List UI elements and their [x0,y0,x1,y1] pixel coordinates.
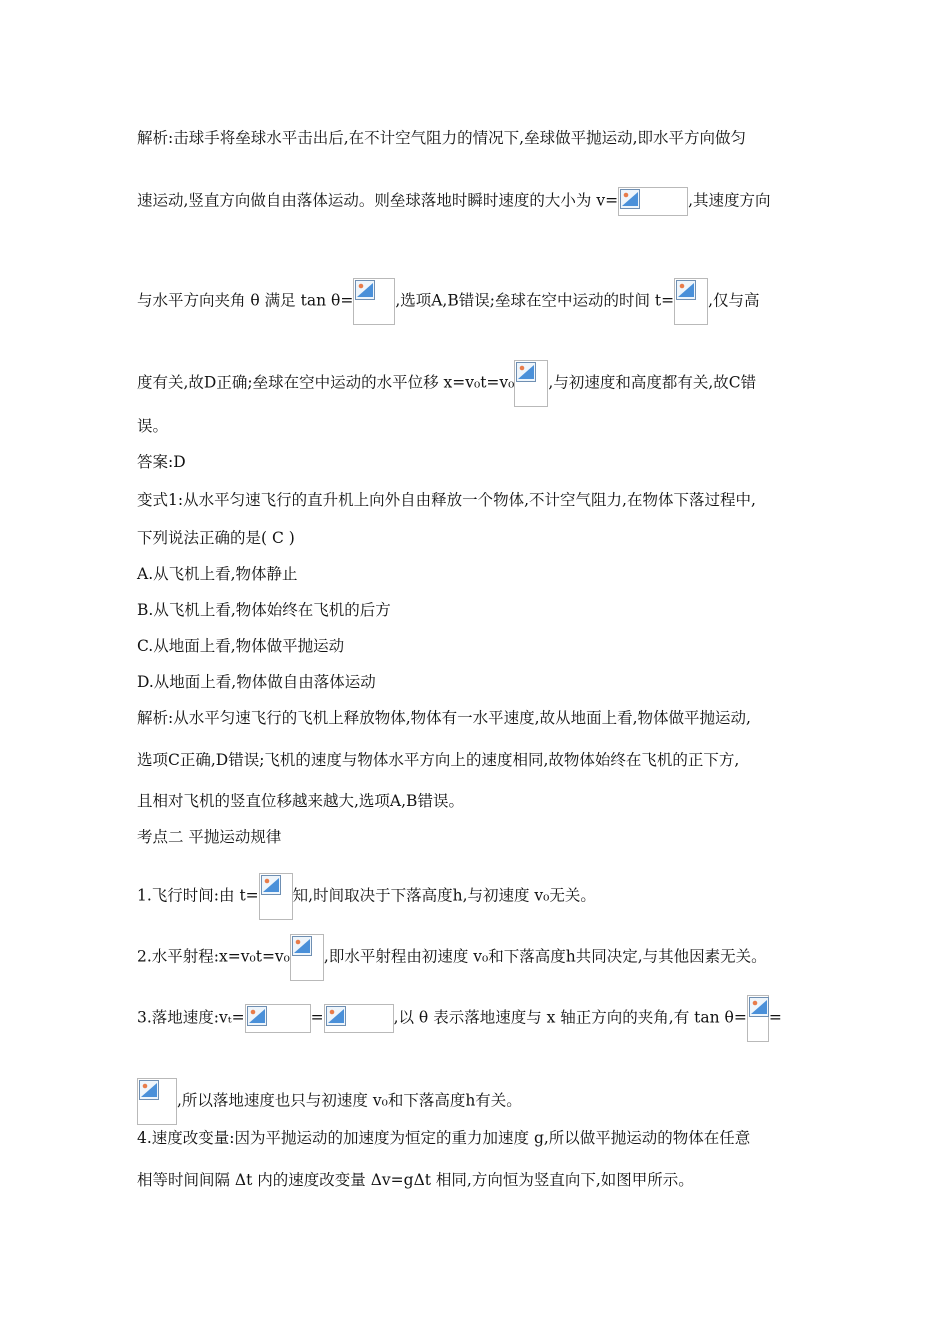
variant-analysis-line-3: 且相对飞机的竖直位移越来越大,选项A,B错误。 [137,792,464,810]
formula-image [324,1004,394,1033]
text: 1.飞行时间:由 t= [137,886,259,905]
text: 2.水平射程:x=v₀t=v₀ [137,947,290,966]
text: ,所以落地速度也只与初速度 v₀和下落高度h有关。 [177,1091,522,1110]
text: = [768,1008,782,1027]
option-b: B.从飞机上看,物体始终在飞机的后方 [137,601,391,619]
variant-analysis-line-1: 解析:从水平匀速飞行的飞机上释放物体,物体有一水平速度,故从地面上看,物体做平抛运动, [137,709,751,727]
analysis-line-5: 误。 [137,417,169,435]
rule-velocity-change-line-1: 4.速度改变量:因为平抛运动的加速度为恒定的重力加速度 g,所以做平抛运动的物体在任意 [137,1129,751,1147]
rule-landing-velocity-cont [137,1078,522,1125]
rule-flight-time [137,873,596,920]
analysis-line-4 [137,360,756,407]
text: 度有关,故D正确;垒球在空中运动的水平位移 x=v₀t=v₀ [137,373,515,392]
option-d: D.从地面上看,物体做自由落体运动 [137,673,376,691]
broken-image-icon [292,936,312,956]
rule-horizontal-range [137,934,767,981]
formula-image [618,187,688,216]
broken-image-icon [261,875,281,895]
text: = [310,1008,324,1027]
text: ,以 θ 表示落地速度与 x 轴正方向的夹角,有 tan θ= [393,1008,747,1027]
formula-image [514,360,548,407]
text: ,即水平射程由初速度 v₀和下落高度h共同决定,与其他因素无关。 [323,947,767,966]
formula-image [353,278,395,325]
broken-image-icon [516,362,536,382]
broken-image-icon [676,280,696,300]
broken-image-icon [247,1006,267,1026]
text: ,其速度方向 [688,191,771,210]
text: 与水平方向夹角 θ 满足 tan θ= [137,291,354,310]
broken-image-icon [139,1080,159,1100]
broken-image-icon [620,189,640,209]
broken-image-icon [355,280,375,300]
variant-question-line-2: 下列说法正确的是( C ) [137,529,295,547]
variant-analysis-line-2: 选项C正确,D错误;飞机的速度与物体水平方向上的速度相同,故物体始终在飞机的正下方, [137,751,740,769]
section-heading: 考点二 平抛运动规律 [137,828,282,846]
text: ,选项A,B错误;垒球在空中运动的时间 t= [395,291,675,310]
formula-image [259,873,293,920]
formula-image [747,995,769,1042]
formula-image [245,1004,311,1033]
broken-image-icon [326,1006,346,1026]
formula-image [674,278,708,325]
text: ,仅与高 [708,291,760,310]
broken-image-icon [749,997,769,1017]
text: 知,时间取决于下落高度h,与初速度 v₀无关。 [292,886,596,905]
rule-landing-velocity [137,995,782,1042]
option-a: A.从飞机上看,物体静止 [137,565,298,583]
analysis-line-1: 解析:击球手将垒球水平击出后,在不计空气阻力的情况下,垒球做平抛运动,即水平方向做匀 [137,129,747,147]
formula-image [290,934,324,981]
text: ,与初速度和高度都有关,故C错 [548,373,757,392]
text: 速运动,竖直方向做自由落体运动。则垒球落地时瞬时速度的大小为 v= [137,191,619,210]
variant-question-line-1: 变式1:从水平匀速飞行的直升机上向外自由释放一个物体,不计空气阻力,在物体下落过程中, [137,491,756,509]
text: 3.落地速度:vₜ= [137,1008,245,1027]
formula-image [137,1078,177,1125]
option-c: C.从地面上看,物体做平抛运动 [137,637,345,655]
rule-velocity-change-line-2: 相等时间间隔 Δt 内的速度改变量 Δv=gΔt 相同,方向恒为竖直向下,如图甲所示。 [137,1171,694,1189]
analysis-line-3 [137,278,760,325]
analysis-line-2 [137,187,771,216]
answer-line: 答案:D [137,453,186,471]
